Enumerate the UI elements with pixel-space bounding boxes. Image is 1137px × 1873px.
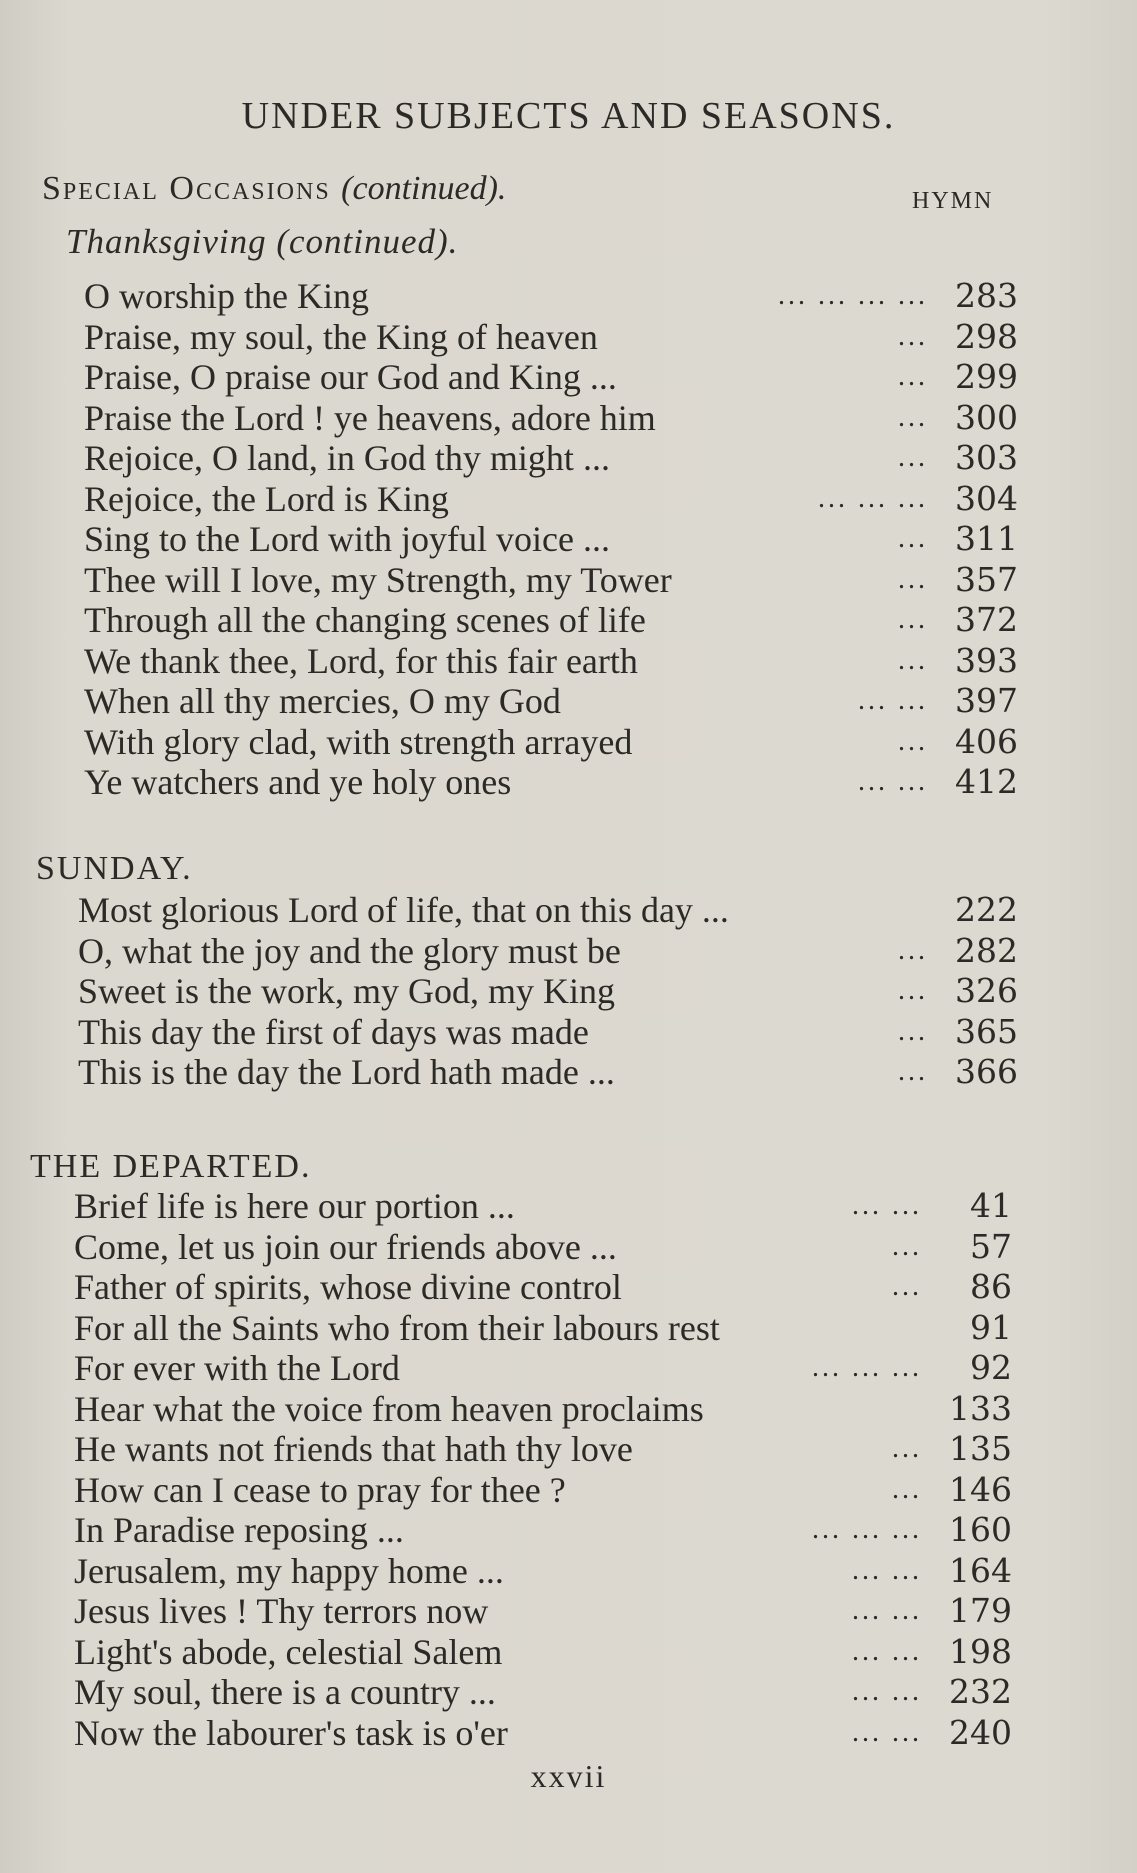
- hymn-title: Thee will I love, my Strength, my Tower: [84, 559, 672, 600]
- hymn-title: This is the day the Lord hath made ...: [78, 1052, 615, 1092]
- leader-dots: ... ... ...: [812, 1352, 922, 1383]
- leader-dots: ...: [892, 1473, 922, 1505]
- list-item: [84, 681, 1018, 722]
- hymn-number: 393: [955, 640, 1018, 680]
- leader-dots: ... ... ... ...: [778, 280, 928, 311]
- hymn-title: Rejoice, O land, in God thy might ...: [84, 438, 610, 478]
- leader-dots: ...: [898, 320, 928, 352]
- hymn-title: This day the first of days was made: [78, 1011, 589, 1052]
- departed-list: [74, 1186, 1012, 1753]
- hymn-title: Ye watchers and ye holy ones: [84, 762, 512, 802]
- list-item: [78, 890, 1018, 931]
- hymn-number: 298: [955, 316, 1018, 356]
- leader-dots: ...: [898, 401, 928, 433]
- hymn-number: 357: [955, 559, 1018, 599]
- list-item: [78, 971, 1018, 1012]
- hymn-number: 326: [955, 971, 1018, 1010]
- thanksgiving-list: [84, 276, 1018, 803]
- list-item: [74, 1267, 1012, 1308]
- hymn-title: Praise the Lord ! ye heavens, adore him: [84, 397, 656, 438]
- list-item: [84, 722, 1018, 763]
- list-item: [84, 357, 1018, 398]
- leader-dots: ...: [892, 1271, 922, 1302]
- list-item: [84, 762, 1018, 803]
- leader-dots: ... ...: [858, 766, 928, 797]
- leader-dots: ... ... ...: [812, 1514, 922, 1545]
- list-item: [74, 1308, 1012, 1349]
- leader-dots: ...: [898, 934, 928, 966]
- hymn-title: Sing to the Lord with joyful voice ...: [84, 519, 610, 559]
- hymn-number: 372: [955, 600, 1018, 639]
- hymn-title: Light's abode, celestial Salem: [74, 1631, 503, 1672]
- hymn-number: 133: [949, 1388, 1012, 1428]
- hymn-title: Through all the changing scenes of life: [84, 600, 646, 640]
- list-item: [84, 479, 1018, 520]
- leader-dots: ...: [898, 1015, 928, 1047]
- hymn-number: 160: [949, 1510, 1012, 1549]
- hymn-number: 222: [955, 890, 1018, 929]
- leader-dots: ...: [898, 563, 928, 595]
- hymn-title: Rejoice, the Lord is King: [84, 478, 449, 519]
- list-item: [74, 1348, 1012, 1389]
- hymn-number: 300: [955, 397, 1018, 437]
- hymn-title: For ever with the Lord: [74, 1348, 400, 1388]
- leader-dots: ...: [898, 1056, 928, 1087]
- hymn-title: Praise, my soul, the King of heaven: [84, 316, 598, 357]
- leader-dots: ...: [892, 1230, 922, 1262]
- hymn-column-label: HYMN: [912, 188, 994, 214]
- list-item: [84, 560, 1018, 601]
- running-head: UNDER SUBJECTS AND SEASONS.: [241, 95, 896, 137]
- hymn-title: He wants not friends that hath thy love: [74, 1429, 633, 1469]
- list-item: [84, 438, 1018, 479]
- leader-dots: ... ...: [852, 1676, 922, 1707]
- hymn-title: Come, let us join our friends above ...: [74, 1226, 617, 1267]
- list-item: [84, 398, 1018, 439]
- hymn-title: For all the Saints who from their labours rest: [74, 1307, 720, 1348]
- hymn-number: 57: [970, 1226, 1012, 1266]
- hymn-number: 299: [955, 357, 1018, 396]
- leader-dots: ... ... ...: [818, 482, 928, 514]
- hymn-number: 146: [949, 1469, 1012, 1509]
- list-item: [74, 1429, 1012, 1470]
- hymn-number: 366: [955, 1052, 1018, 1091]
- hymn-title: Jerusalem, my happy home ...: [74, 1550, 504, 1591]
- list-item: [74, 1510, 1012, 1551]
- leader-dots: ...: [898, 975, 928, 1006]
- hymn-number: 412: [955, 762, 1018, 801]
- hymn-number: 406: [955, 721, 1018, 761]
- hymn-title: Hear what the voice from heaven proclaims: [74, 1388, 704, 1429]
- list-item: [84, 276, 1018, 317]
- leader-dots: ... ...: [852, 1635, 922, 1667]
- leader-dots: ... ...: [858, 685, 928, 716]
- hymn-title: Now the labourer's task is o'er: [74, 1712, 508, 1753]
- hymn-number: 86: [970, 1267, 1012, 1306]
- list-item: [74, 1186, 1012, 1227]
- special-occasions-note: (continued).: [341, 170, 507, 207]
- hymn-number: 164: [949, 1550, 1012, 1590]
- hymn-number: 41: [970, 1186, 1012, 1225]
- thanksgiving-subheading: Thanksgiving (continued).: [66, 222, 459, 261]
- hymn-number: 304: [955, 478, 1018, 518]
- list-item: [78, 1012, 1018, 1053]
- hymn-title: With glory clad, with strength arrayed: [84, 721, 633, 762]
- hymn-title: How can I cease to pray for thee ?: [74, 1469, 566, 1510]
- special-occasions-heading: [42, 170, 506, 208]
- hymn-number: 311: [955, 519, 1018, 558]
- list-item: [74, 1591, 1012, 1632]
- leader-dots: ...: [892, 1433, 922, 1464]
- hymn-number: 232: [949, 1672, 1012, 1711]
- list-item: [78, 1052, 1018, 1093]
- list-item: [74, 1551, 1012, 1592]
- leader-dots: ...: [898, 442, 928, 473]
- special-occasions-title: Special Occasions: [42, 170, 331, 207]
- hymn-number: 92: [970, 1348, 1012, 1387]
- list-item: [74, 1227, 1012, 1268]
- page-number: xxvii: [530, 1758, 607, 1794]
- leader-dots: ...: [898, 523, 928, 554]
- hymn-title: Sweet is the work, my God, my King: [78, 971, 615, 1011]
- hymn-number: 179: [949, 1591, 1012, 1630]
- sunday-heading: SUNDAY.: [36, 850, 193, 887]
- hymn-number: 91: [970, 1307, 1012, 1347]
- hymn-title: O worship the King: [84, 276, 369, 316]
- hymn-title: We thank thee, Lord, for this fair earth: [84, 640, 638, 681]
- leader-dots: ... ...: [852, 1716, 922, 1748]
- hymn-number: 283: [955, 276, 1018, 315]
- hymn-title: Father of spirits, whose divine control: [74, 1267, 622, 1307]
- leader-dots: ...: [898, 725, 928, 757]
- hymn-title: When all thy mercies, O my God: [84, 681, 561, 721]
- sunday-list: [78, 890, 1018, 1093]
- hymn-number: 198: [949, 1631, 1012, 1671]
- hymn-title: My soul, there is a country ...: [74, 1672, 496, 1712]
- hymn-number: 397: [955, 681, 1018, 720]
- list-item: [84, 519, 1018, 560]
- hymn-title: Most glorious Lord of life, that on this day ...: [78, 890, 729, 930]
- hymn-number: 135: [949, 1429, 1012, 1468]
- hymn-number: 240: [949, 1712, 1012, 1752]
- list-item: [74, 1389, 1012, 1430]
- hymn-title: Jesus lives ! Thy terrors now: [74, 1591, 489, 1631]
- hymn-title: O, what the joy and the glory must be: [78, 930, 621, 971]
- list-item: [84, 600, 1018, 641]
- hymn-number: 282: [955, 930, 1018, 970]
- list-item: [84, 317, 1018, 358]
- departed-heading: THE DEPARTED.: [30, 1148, 312, 1185]
- leader-dots: ... ...: [852, 1595, 922, 1626]
- list-item: [74, 1672, 1012, 1713]
- list-item: [74, 1632, 1012, 1673]
- hymn-number: 365: [955, 1011, 1018, 1051]
- list-item: [78, 931, 1018, 972]
- leader-dots: ...: [898, 644, 928, 676]
- leader-dots: ... ...: [852, 1190, 922, 1221]
- leader-dots: ...: [898, 604, 928, 635]
- list-item: [74, 1470, 1012, 1511]
- list-item: [74, 1713, 1012, 1754]
- hymn-title: In Paradise reposing ...: [74, 1510, 404, 1550]
- leader-dots: ...: [898, 361, 928, 392]
- hymn-title: Brief life is here our portion ...: [74, 1186, 515, 1226]
- hymn-title: Praise, O praise our God and King ...: [84, 357, 617, 397]
- leader-dots: ... ...: [852, 1554, 922, 1586]
- hymn-number: 303: [955, 438, 1018, 477]
- list-item: [84, 641, 1018, 682]
